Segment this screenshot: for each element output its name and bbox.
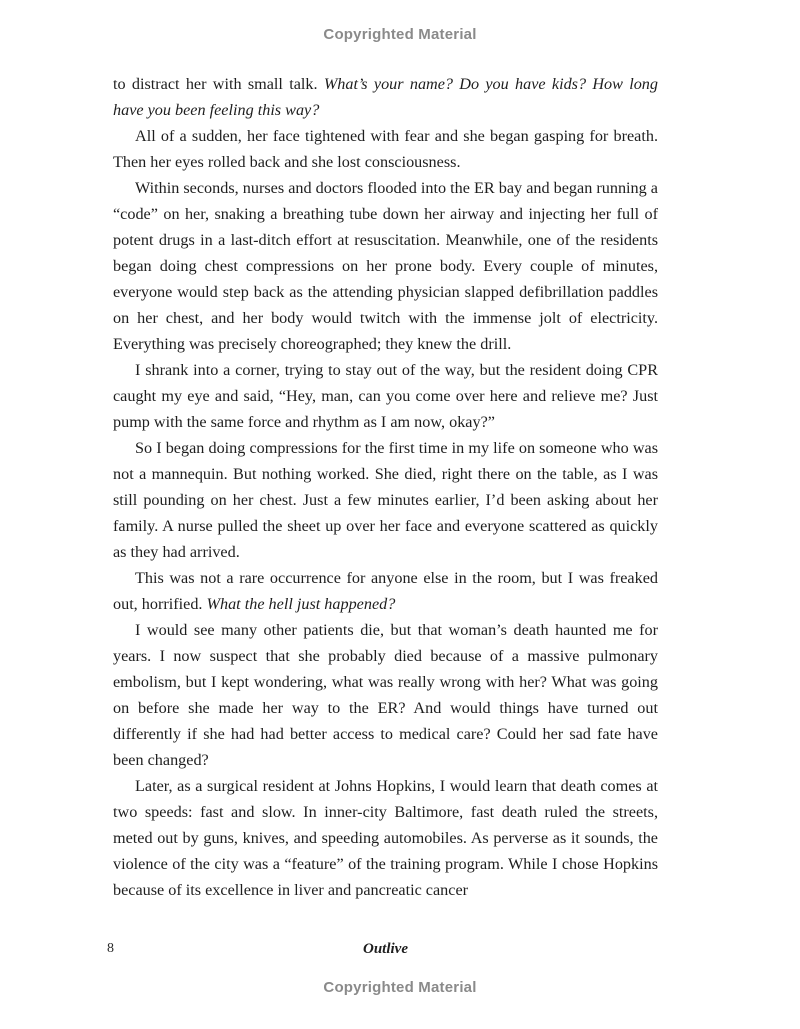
paragraph [113,357,658,435]
text-run: This was not a rare occurrence for anyone else in the room, but I was freaked out, horrified. [113,569,658,613]
paragraph [113,565,658,617]
paragraph [113,435,658,565]
text-run: All of a sudden, her face tightened with fear and she began gasping for breath. Then her eyes rolled back and she lost consciousness. [113,127,658,171]
text-run: to distract her with small talk. [113,75,324,93]
text-run: I shrank into a corner, trying to stay out of the way, but the resident doing CPR caught my eye and said, “Hey, man, can you come over here and relieve me? Just pump with the same force and rhythm as I am now, okay?” [113,361,658,431]
running-title: Outlive [363,941,408,957]
paragraph [113,773,658,903]
text-run: Within seconds, nurses and doctors flooded into the ER bay and began running a “code” on her, snaking a breathing tube down her airway and injecting her full of potent drugs in a last-ditch effort at resuscitation. Meanwhile, one of the residents began doing chest compressions on her prone body. Every couple of minutes, everyone would step back as the attending physician slapped defibrillation paddles on her chest, and her body would twitch with the immense jolt of electricity. Everything was precisely choreographed; they knew the drill. [113,179,658,353]
page-footer [107,941,658,961]
paragraph [113,175,658,357]
italic-run: What’s your name? Do you have kids? How long have you been feeling this way? [113,75,658,119]
text-run: I would see many other patients die, but that woman’s death haunted me for years. I now suspect that she probably died because of a massive pulmonary embolism, but I kept wondering, what was really wrong with her? What was going on before she made her way to the ER? And would things have turned out differently if she had had better access to medical care? Could her sad fate have been changed? [113,621,658,769]
copyright-notice-top: Copyrighted Material [323,26,477,43]
paragraph [113,617,658,773]
page-body-text [113,71,658,903]
text-run: So I began doing compressions for the first time in my life on someone who was not a mannequin. But nothing worked. She died, right there on the table, as I was still pounding on her chest. Just a few minutes earlier, I’d been asking about her family. A nurse pulled the sheet up over her face and everyone scattered as quickly as they had arrived. [113,439,658,561]
page-number: 8 [107,941,114,956]
text-run: Later, as a surgical resident at Johns Hopkins, I would learn that death comes at two speeds: fast and slow. In inner-city Baltimore, fast death ruled the streets, meted out by guns, knives, and speeding automobiles. As perverse as it sounds, the violence of the city was a “feature” of the training program. While I chose Hopkins because of its excellence in liver and pancreatic cancer [113,777,658,899]
copyright-notice-bottom: Copyrighted Material [323,979,477,996]
paragraph [113,123,658,175]
paragraph [113,71,658,123]
italic-run: What the hell just happened? [206,595,396,613]
